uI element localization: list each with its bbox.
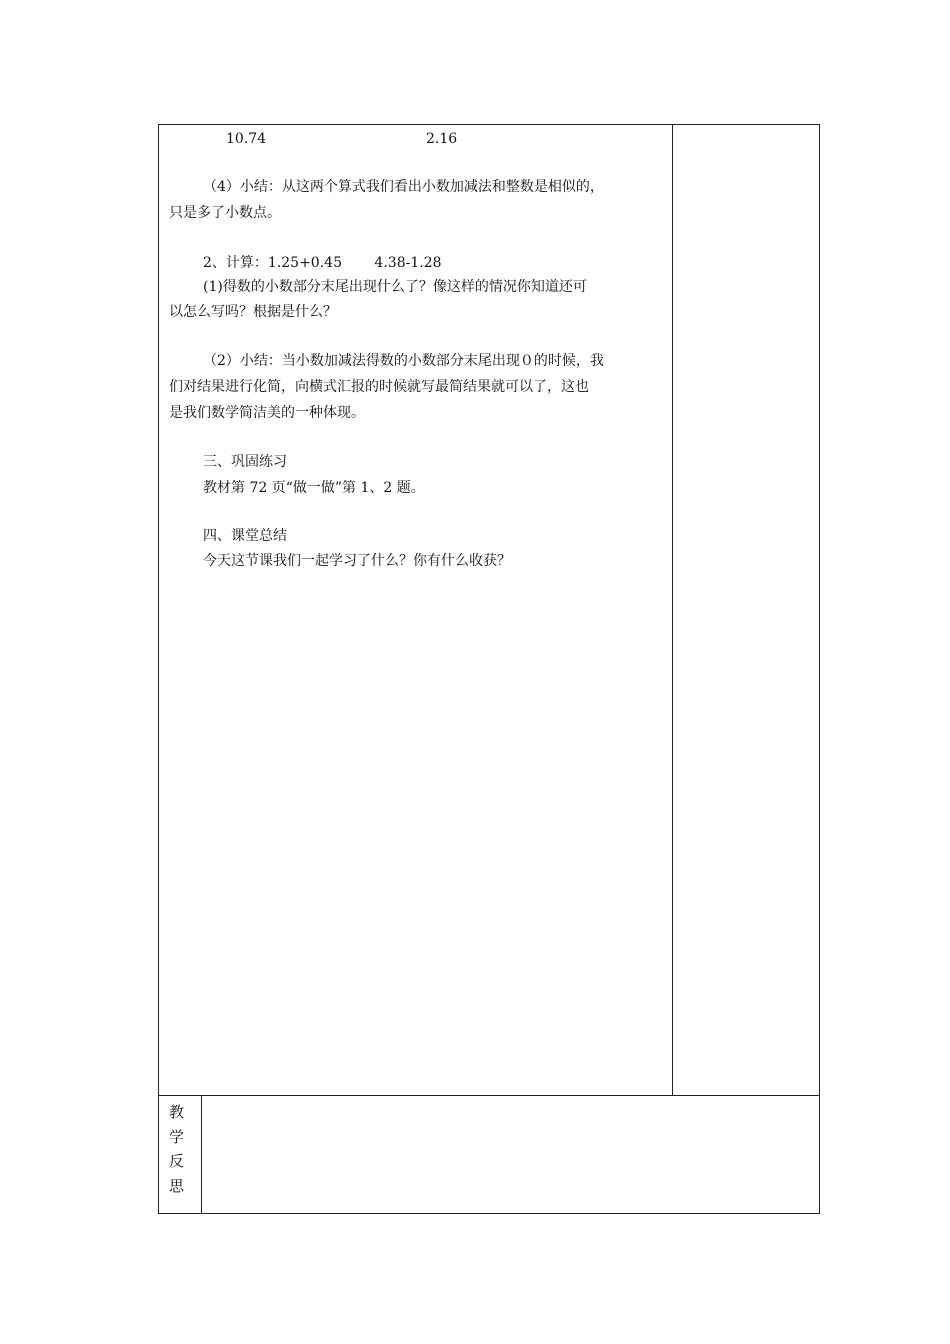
class-summary-heading: 四、课堂总结	[203, 528, 287, 544]
reflection-label-char-4: 思	[169, 1177, 185, 1195]
reflection-label-cell	[159, 1096, 202, 1213]
summary-4-line-1: （4）小结：从这两个算式我们看出小数加减法和整数是相似的，	[203, 179, 604, 195]
reflection-content-cell[interactable]	[202, 1096, 819, 1213]
reflection-label-char-1: 教	[169, 1103, 185, 1121]
summary-2-line-2: 们对结果进行化简，向横式汇报的时候就写最简结果就可以了，这也	[169, 379, 589, 395]
lesson-content-cell	[159, 125, 673, 1096]
result-number-right: 2.16	[426, 131, 458, 147]
summary-2-line-3: 是我们数学简洁美的一种体现。	[169, 405, 365, 421]
calc-2-line: 2、计算：1.25+0.45 4.38-1.28	[203, 255, 442, 271]
reflection-label-char-3: 反	[169, 1152, 185, 1170]
summary-2-line-1: （2）小结：当小数加减法得数的小数部分末尾出现０的时候，我	[203, 353, 604, 369]
practice-body: 教材第 72 页“做一做”第 1、2 题。	[203, 480, 425, 496]
class-summary-body: 今天这节课我们一起学习了什么？你有什么收获？	[203, 553, 511, 569]
summary-4-line-2: 只是多了小数点。	[169, 205, 281, 221]
practice-heading: 三、巩固练习	[203, 454, 287, 470]
reflection-label-char-2: 学	[169, 1128, 185, 1146]
calc-2-question-line-2: 以怎么写吗？根据是什么？	[169, 304, 337, 320]
side-notes-cell	[673, 125, 819, 1096]
calc-2-question-line-1: (1)得数的小数部分末尾出现什么了？像这样的情况你知道还可	[203, 279, 587, 295]
result-number-left: 10.74	[226, 131, 267, 147]
lesson-table	[158, 124, 820, 1214]
